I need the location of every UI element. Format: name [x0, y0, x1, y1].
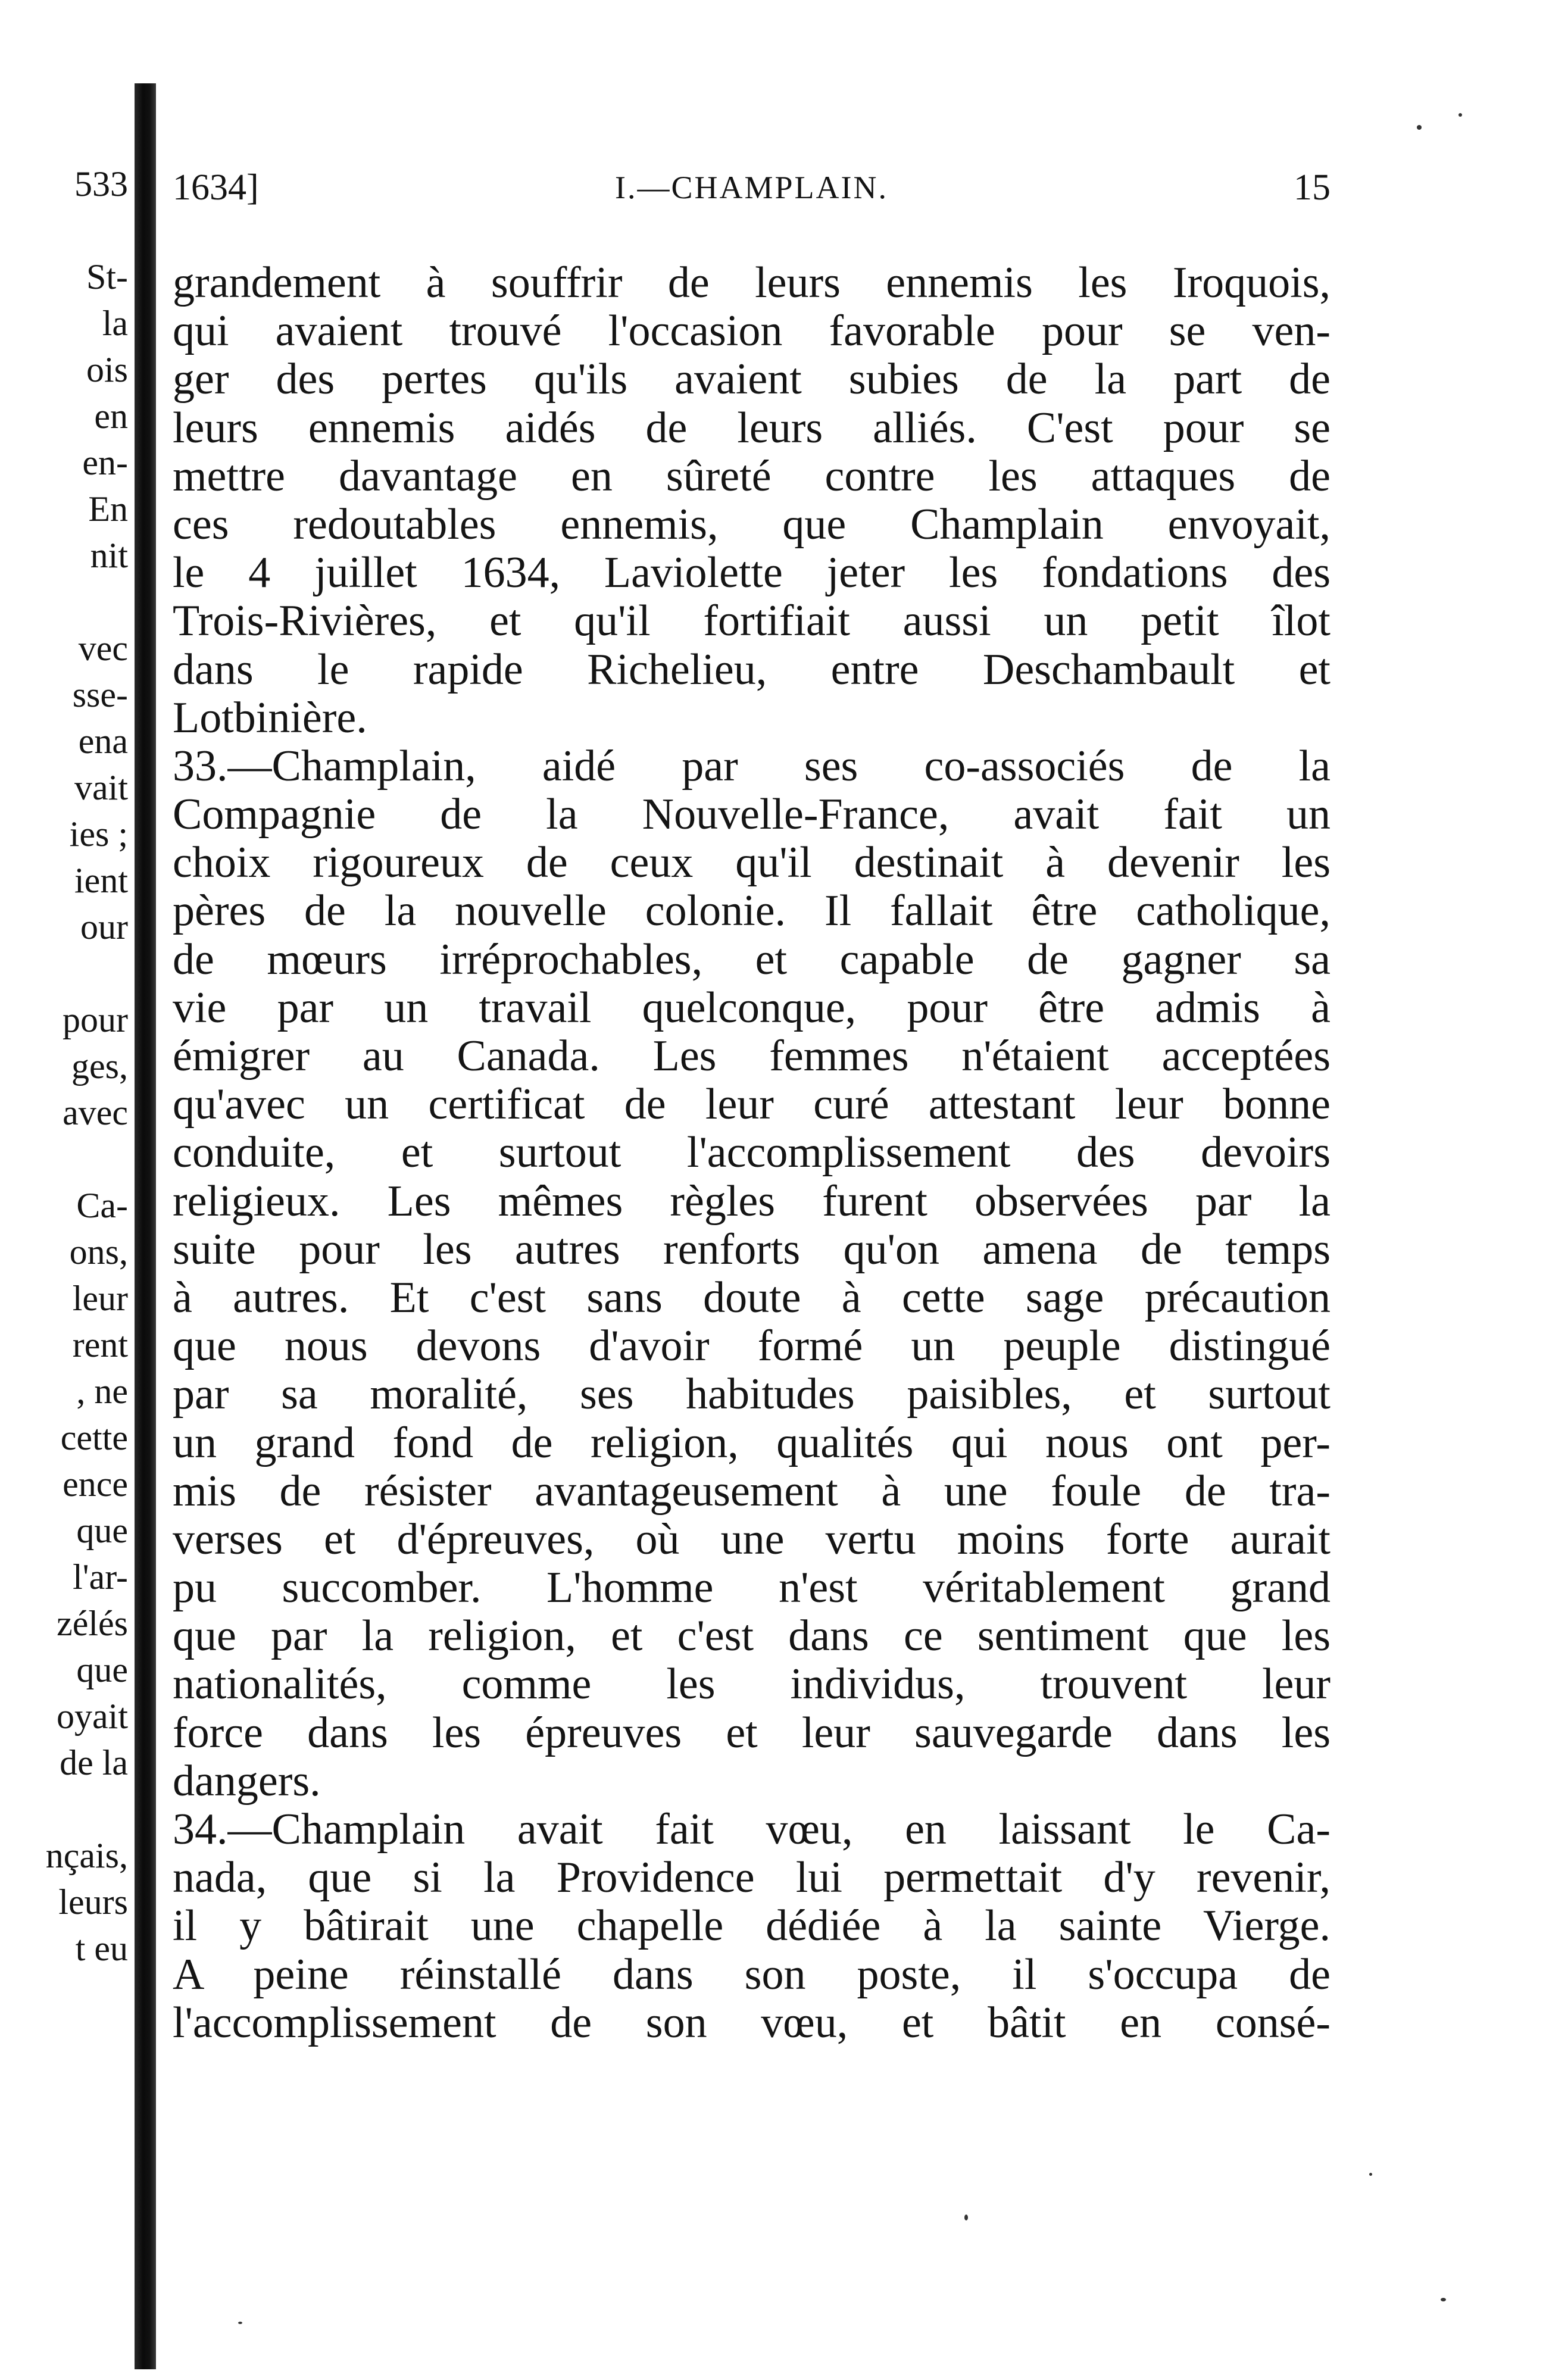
text-line: émigrer au Canada. Les femmes n'étaient acceptées [173, 1032, 1331, 1080]
margin-fragment: 533 [74, 164, 128, 204]
margin-fragment: Ca- [76, 1186, 128, 1225]
margin-fragment: ena [78, 722, 128, 761]
scan-speck [1441, 2298, 1446, 2301]
text-line: suite pour les autres renforts qu'on amena de temps [173, 1225, 1331, 1274]
margin-fragment: oyait [57, 1697, 128, 1736]
margin-fragment: en- [82, 443, 128, 482]
header-title: I.—CHAMPLAIN. [614, 170, 888, 205]
scan-speck [964, 2215, 968, 2220]
text-line: que par la religion, et c'est dans ce sentiment que les [173, 1611, 1331, 1661]
margin-fragment: rent [72, 1325, 128, 1364]
header-year: 1634] [173, 167, 259, 208]
margin-fragment: our [80, 907, 128, 947]
margin-fragment: t eu [75, 1929, 128, 1968]
text-line: verses et d'épreuves, où une vertu moins forte aurait [173, 1514, 1331, 1564]
margin-fragment: nçais, [45, 1836, 128, 1875]
text-line: dangers. [173, 1756, 321, 1806]
margin-fragment [0, 1786, 128, 1832]
text-line: mis de résister avantageusement à une foule de tra- [173, 1466, 1331, 1516]
margin-fragment: ois [86, 350, 128, 389]
margin-fragment: sse- [72, 675, 128, 714]
margin-fragment: leur [72, 1279, 128, 1318]
text-line: nationalités, comme les individus, trouvent leur [173, 1660, 1331, 1709]
scan-speck [238, 2322, 242, 2324]
scan-speck [1417, 125, 1422, 130]
margin-fragment: ence [63, 1464, 128, 1504]
margin-fragment: En [88, 489, 128, 529]
margin-fragment: de la [60, 1743, 128, 1782]
margin-fragment [0, 1136, 128, 1182]
page-gutter-shadow [135, 83, 156, 2369]
text-line: 34.—Champlain avait fait vœu, en laissant le Ca- [173, 1805, 1331, 1854]
text-line: de mœurs irréprochables, et capable de gagner sa [173, 935, 1331, 984]
text-line: un grand fond de religion, qualités qui nous ont per- [173, 1418, 1331, 1467]
text-line: conduite, et surtout l'accomplissement des devoirs [173, 1128, 1331, 1177]
text-line: leurs ennemis aidés de leurs alliés. C'est pour se [173, 403, 1331, 452]
margin-fragment: nit [90, 536, 128, 575]
text-line: Trois-Rivières, et qu'il fortifiait aussi un petit îlot [173, 596, 1331, 646]
margin-fragment: vec [78, 629, 128, 668]
text-line: le 4 juillet 1634, Laviolette jeter les fondations des [173, 548, 1331, 598]
margin-fragment: la [102, 304, 128, 343]
facing-page-margin [0, 161, 128, 1972]
margin-fragment: pour [63, 1000, 128, 1039]
margin-fragment: l'ar- [73, 1557, 128, 1597]
margin-fragment [0, 579, 128, 625]
margin-fragment [0, 950, 128, 997]
margin-fragment: ies ; [69, 814, 128, 854]
text-line: Lotbinière. [173, 693, 367, 742]
margin-fragment: en [94, 396, 128, 436]
text-line: à autres. Et c'est sans doute à cette sage précaution [173, 1273, 1331, 1322]
page-number: 15 [1294, 167, 1331, 208]
margin-fragment [0, 207, 128, 254]
text-line: 33.—Champlain, aidé par ses co-associés de la [173, 741, 1331, 791]
text-line: vie par un travail quelconque, pour être admis à [173, 983, 1331, 1032]
margin-fragment: cette [60, 1418, 128, 1457]
text-line: pu succomber. L'homme n'est véritablement grand [173, 1563, 1331, 1613]
margin-fragment: , ne [76, 1372, 128, 1411]
text-line: nada, que si la Providence lui permettait d'y revenir, [173, 1853, 1331, 1903]
margin-fragment: vait [74, 768, 128, 807]
margin-fragment: ges, [71, 1047, 128, 1086]
scan-speck [1458, 113, 1462, 117]
text-line: ces redoutables ennemis, que Champlain envoyait, [173, 499, 1331, 549]
text-line: mettre davantage en sûreté contre les attaques de [173, 451, 1331, 501]
text-line: A peine réinstallé dans son poste, il s'occupa de [173, 1950, 1331, 1999]
text-line: ger des pertes qu'ils avaient subies de la part de [173, 355, 1331, 404]
text-line: il y bâtirait une chapelle dédiée à la sainte Vierge. [173, 1901, 1331, 1951]
running-header [173, 161, 1331, 214]
text-line: que nous devons d'avoir formé un peuple distingué [173, 1322, 1331, 1371]
margin-fragment: que [76, 1650, 128, 1689]
margin-fragment: ons, [69, 1232, 128, 1272]
margin-fragment: zélés [57, 1604, 128, 1643]
text-line: qu'avec un certificat de leur curé attestant leur bonne [173, 1080, 1331, 1129]
margin-fragment: avec [63, 1093, 128, 1132]
text-line: choix rigoureux de ceux qu'il destinait à devenir les [173, 838, 1331, 888]
text-line: qui avaient trouvé l'occasion favorable pour se ven- [173, 307, 1331, 356]
text-line: religieux. Les mêmes règles furent observées par la [173, 1176, 1331, 1226]
margin-fragment: St- [86, 257, 128, 296]
margin-fragment: que [76, 1511, 128, 1550]
margin-fragment: leurs [58, 1882, 128, 1922]
text-line: force dans les épreuves et leur sauvegarde dans les [173, 1708, 1331, 1757]
text-line: grandement à souffrir de leurs ennemis les Iroquois, [173, 258, 1331, 307]
scan-speck [1369, 2173, 1372, 2176]
text-line: dans le rapide Richelieu, entre Deschambault et [173, 645, 1331, 694]
text-line: l'accomplissement de son vœu, et bâtit en consé- [173, 1998, 1331, 2047]
margin-fragment: ient [74, 861, 128, 900]
body-text [173, 259, 1331, 2047]
text-line: par sa moralité, ses habitudes paisibles, et surtout [173, 1370, 1331, 1419]
text-line: pères de la nouvelle colonie. Il fallait être catholique, [173, 886, 1331, 936]
text-line: Compagnie de la Nouvelle-France, avait fait un [173, 790, 1331, 839]
